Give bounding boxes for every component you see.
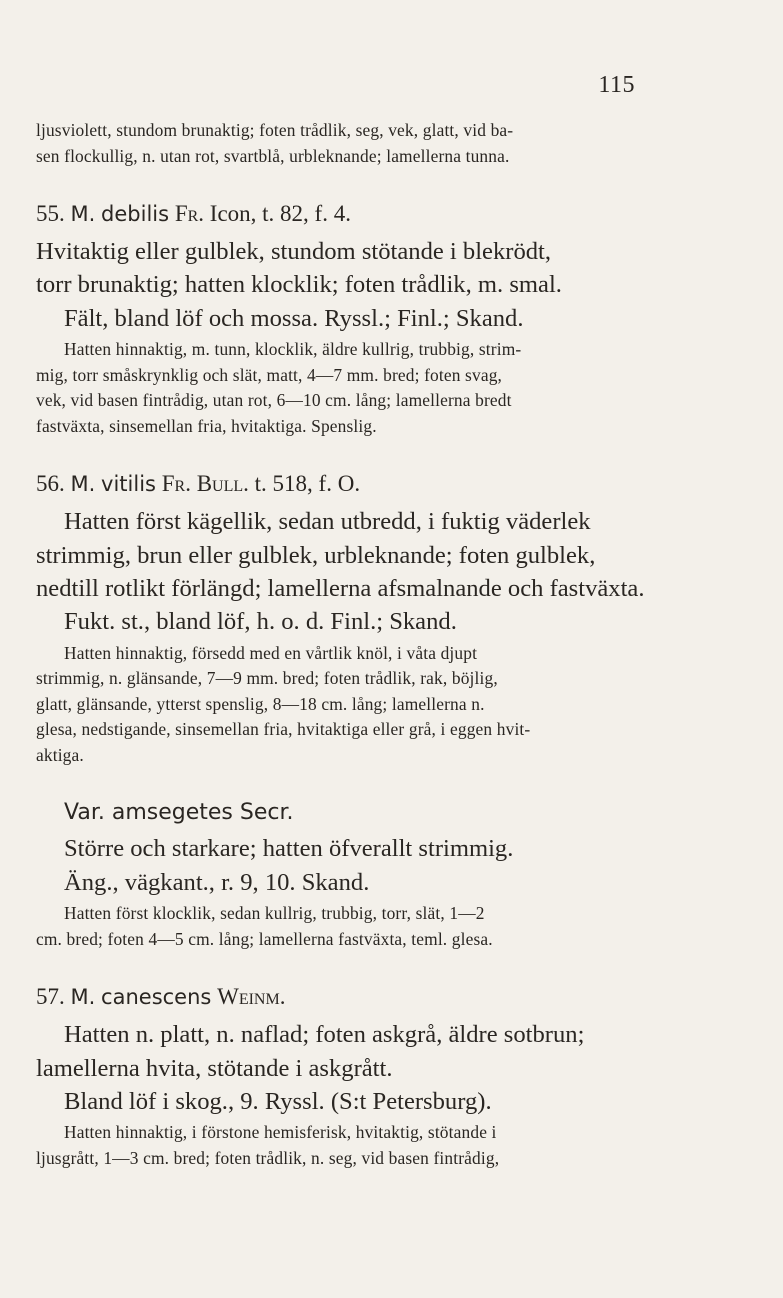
species-detail-56 [36, 641, 748, 769]
species-epithet: vitilis [101, 472, 156, 497]
text-line: Hatten först kägellik, sedan utbredd, i fuktig väderlek [64, 508, 591, 536]
text-line: ljusgrått, 1—3 cm. bred; foten trådlik, n. seg, vid basen fintrådig, [36, 1147, 500, 1168]
text-line: strimmig, n. glänsande, 7—9 mm. bred; foten trådlik, rak, böjlig, [36, 668, 498, 689]
text-line: Hatten hinnaktig, m. tunn, klocklik, äldre kullrig, trubbig, strim- [64, 339, 522, 360]
page-content [36, 118, 748, 1171]
intro-paragraph [36, 118, 748, 169]
text-line: torr brunaktig; hatten klocklik; foten trådlik, m. smal. [36, 271, 562, 299]
text-line: Hatten hinnaktig, försedd med en vårtlik knöl, i våta djupt [64, 642, 478, 663]
species-number: 57. [36, 984, 65, 1010]
species-detail-57 [36, 1120, 748, 1171]
species-heading-56 [36, 469, 748, 499]
variety-detail [36, 901, 748, 952]
species-epithet: debilis [101, 202, 170, 226]
text-line: Hatten n. platt, n. naflad; foten askgrå, äldre sotbrun; [64, 1021, 585, 1049]
species-heading-55 [36, 199, 748, 229]
text-line: strimmig, brun eller gulblek, urbleknande; foten gulblek, [36, 541, 596, 569]
species-epithet: canescens [101, 985, 212, 1010]
text-line: lamellerna hvita, stötande i askgrått. [36, 1054, 393, 1082]
text-line: aktiga. [36, 744, 84, 765]
text-line: cm. bred; foten 4—5 cm. lång; lamellerna fastväxta, teml. glesa. [36, 928, 493, 949]
species-description-56 [36, 505, 748, 639]
text-line: nedtill rotlikt förlängd; lamellerna afsmalnande och fastväxta. [36, 575, 645, 603]
text-line: ljusviolett, stundom brunaktig; foten trådlik, seg, vek, glatt, vid ba- [36, 120, 514, 140]
text-line: Hatten först klocklik, sedan kullrig, trubbig, torr, slät, 1—2 [64, 903, 485, 924]
species-reference: Icon, t. 82, f. 4. [209, 201, 351, 226]
text-line: Äng., vägkant., r. 9, 10. Skand. [64, 868, 370, 896]
text-line: Bland löf i skog., 9. Ryssl. (S:t Petersburg). [64, 1087, 492, 1115]
text-line: Hvitaktig eller gulblek, stundom stötande i blekrödt, [36, 238, 552, 265]
species-genus: M. [70, 985, 96, 1010]
species-description-55 [36, 235, 748, 335]
page-number: 115 [598, 72, 635, 98]
text-line: Fukt. st., bland löf, h. o. d. Finl.; Skand. [64, 608, 457, 636]
species-author: Fr. Bull. [161, 471, 249, 497]
variety-heading: Var. amsegetes Secr. [64, 800, 294, 826]
text-line: Hatten hinnaktig, i förstone hemisferisk, hvitaktig, stötande i [64, 1122, 497, 1143]
species-author: Fr. [174, 201, 205, 226]
species-number: 56. [36, 471, 65, 497]
text-line: Fält, bland löf och mossa. Ryssl.; Finl.; Skand. [64, 304, 524, 332]
text-line: Större och starkare; hatten öfverallt strimmig. [64, 835, 514, 863]
text-line: vek, vid basen fintrådig, utan rot, 6—10 cm. lång; lamellerna bredt [36, 390, 512, 411]
species-heading-57 [36, 982, 748, 1012]
species-reference: t. 518, f. O. [254, 471, 361, 497]
text-line: sen flockullig, n. utan rot, svartblå, urbleknande; lamellerna tunna. [36, 145, 510, 166]
text-line: mig, torr småskrynklig och slät, matt, 4—7 mm. bred; foten svag, [36, 364, 503, 385]
text-line: glesa, nedstigande, sinsemellan fria, hvitaktiga eller grå, i eggen hvit- [36, 719, 531, 740]
variety-description [36, 832, 748, 899]
species-detail-55 [36, 337, 748, 439]
species-description-57 [36, 1018, 748, 1118]
species-genus: M. [70, 472, 96, 497]
species-genus: M. [70, 202, 96, 226]
species-author: Weinm. [217, 984, 286, 1010]
text-line: fastväxta, sinsemellan fria, hvitaktiga. Spenslig. [36, 415, 377, 436]
species-number: 55. [36, 201, 65, 226]
text-line: glatt, glänsande, ytterst spenslig, 8—18 cm. lång; lamellerna n. [36, 693, 485, 714]
